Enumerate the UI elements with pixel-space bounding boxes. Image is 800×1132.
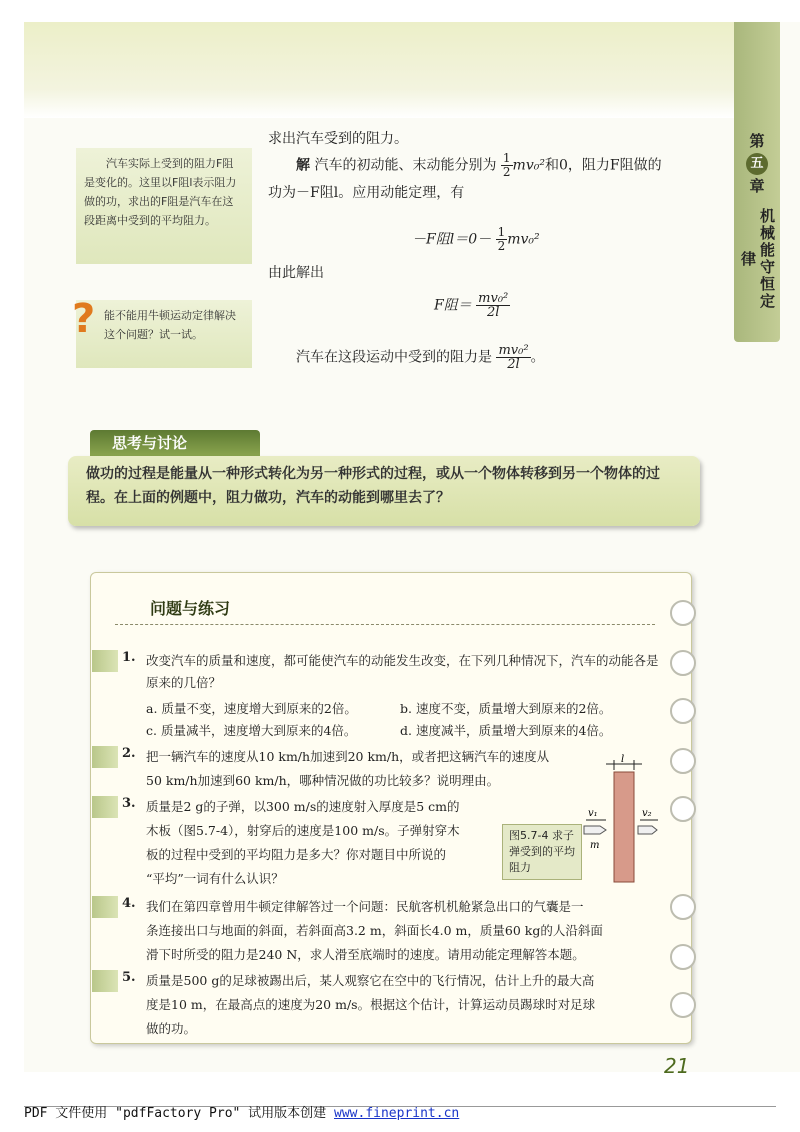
solution-line-1a: 汽车的初动能、末动能分别为: [314, 157, 497, 174]
fig-label-m: m: [590, 840, 600, 851]
page-number: 21: [664, 1054, 690, 1078]
q1-option-a: a. 质量不变，速度增大到原来的2倍。: [146, 701, 357, 716]
question-marker: [92, 746, 118, 768]
figure-caption: 图5.7-4 求子弹受到的平均阻力: [502, 824, 582, 880]
solution-line-1b: 和0，阻力F阻做的: [544, 157, 662, 174]
q3-line-1: 质量是2 g的子弹，以300 m/s的速度射入厚度是5 cm的: [146, 799, 460, 814]
discussion-header: 思考与讨论: [90, 430, 260, 456]
equation-1: －F阻l＝0－ $\frac{1}{2}$ mv₀²: [412, 225, 540, 253]
fig-label-l: l: [621, 754, 625, 765]
q2-number: 2.: [122, 746, 136, 761]
fraction-one-half-eq: $\frac{1}{2}$: [497, 225, 506, 253]
fraction-one-half: $\frac{1}{2}$: [502, 151, 511, 179]
fig-label-v2: v₂: [642, 808, 652, 819]
q4-line-2: 条连接出口与地面的斜面，若斜面高3.2 m，斜面长4.0 m，质量60 kg的人沿斜面: [146, 923, 603, 938]
top-banner: [24, 22, 734, 118]
question-marker: [92, 650, 118, 672]
chapter-label: [734, 132, 780, 314]
discussion-box: 做功的过程是能量从一种形式转化为另一种形式的过程，或从一个物体转移到另一个物体的过程。在上面的例题中，阻力做功，汽车的动能到哪里去了？: [68, 456, 700, 526]
chapter-first: 第: [749, 132, 765, 150]
bullet-shape: [638, 826, 657, 834]
chapter-number-badge: 五: [746, 153, 768, 175]
q5-line-3: 做的功。: [146, 1021, 197, 1036]
question-marker: [92, 970, 118, 992]
binder-ring-icon: [670, 992, 696, 1018]
q5-line-2: 度是10 m，在最高点的速度为20 m/s。根据这个估计，计算运动员踢球时对足球: [146, 997, 596, 1012]
solution-line-0: 求出汽车受到的阻力。: [268, 131, 408, 147]
practice-title: 问题与练习: [150, 599, 231, 618]
fraction-result: $\frac{\text{mv₀²}}{2l}$: [498, 343, 529, 372]
q3-line-2: 木板（图5.7-4），射穿后的速度是100 m/s。子弹射穿木: [146, 823, 460, 838]
solution-line-1: [296, 152, 662, 179]
solution-jie: 解: [296, 157, 310, 174]
q4-line-3: 滑下时所受的阻力是240 N，求人滑至底端时的速度。请用动能定理解答本题。: [146, 947, 585, 962]
q5-number: 5.: [122, 970, 136, 985]
footer-link[interactable]: www.fineprint.cn: [334, 1106, 460, 1121]
equation-2: F阻＝ $\frac{\text{mv₀²}}{2l}$: [434, 291, 509, 320]
binder-ring-icon: [670, 650, 696, 676]
q3-number: 3.: [122, 796, 136, 811]
q1-text: 改变汽车的质量和速度，都可能使汽车的动能发生改变，在下列几种情况下，汽车的动能各是原来的几倍？: [146, 653, 659, 690]
q3-line-4: “平均”一词有什么认识？: [146, 871, 284, 886]
chapter-title: 机械能守恒定律: [739, 208, 776, 310]
question-mark-icon: ?: [72, 296, 96, 342]
question-marker: [92, 896, 118, 918]
q4-line-1: 我们在第四章曾用牛顿定律解答过一个问题：民航客机机舱紧急出口的气囊是一: [146, 899, 584, 914]
q1-option-b: b. 速度不变，质量增大到原来的2倍。: [400, 701, 612, 716]
q2-line-1: 把一辆汽车的速度从10 km/h加速到20 km/h，或者把这辆汽车的速度从: [146, 749, 550, 764]
chapter-char: 章: [749, 177, 765, 195]
side-note-resistance: 汽车实际上受到的阻力F阻是变化的。这里以F阻l表示阻力做的功，求出的F阻是汽车在这段距离中受到的平均阻力。: [76, 148, 252, 264]
side-note-newton-question: [76, 300, 252, 368]
note-text: 能不能用牛顿运动定律解决这个问题？试一试。: [104, 309, 236, 341]
q5-line-1: 质量是500 g的足球被踢出后，某人观察它在空中的飞行情况，估计上升的最大高: [146, 973, 595, 988]
bullet-board-figure: [566, 754, 676, 884]
solution-conclusion: 汽车在这段运动中受到的阻力是 $\frac{\text{mv₀²}}{2l}$ 。: [296, 343, 545, 372]
binder-ring-icon: [670, 698, 696, 724]
mv0-squared: mv₀²: [512, 157, 545, 174]
fraction-mv0sq-over-2l: $\frac{\text{mv₀²}}{2l}$: [478, 291, 509, 320]
binder-ring-icon: [670, 894, 696, 920]
board-shape: [614, 772, 634, 882]
solution-line-2: 功为－F阻l。应用动能定理，有: [268, 185, 465, 201]
binder-ring-icon: [670, 944, 696, 970]
binder-ring-icon: [670, 600, 696, 626]
pdf-footer: [24, 1102, 459, 1121]
fig-label-v1: v₁: [588, 808, 598, 819]
q4-number: 4.: [122, 896, 136, 911]
footer-text: PDF 文件使用 "pdfFactory Pro" 试用版本创建: [24, 1106, 335, 1121]
practice-divider: [115, 624, 655, 625]
question-marker: [92, 796, 118, 818]
bullet-shape: [584, 826, 606, 834]
q1-option-d: d. 速度减半，质量增大到原来的4倍。: [400, 723, 612, 738]
q2-line-2: 50 km/h加速到60 km/h，哪种情况做的功比较多？说明理由。: [146, 773, 500, 788]
solution-from-here: 由此解出: [268, 265, 324, 281]
q3-line-3: 板的过程中受到的平均阻力是多大？你对题目中所说的: [146, 847, 447, 862]
q1-number: 1.: [122, 650, 136, 665]
q1-option-c: c. 质量减半，速度增大到原来的4倍。: [146, 723, 357, 738]
